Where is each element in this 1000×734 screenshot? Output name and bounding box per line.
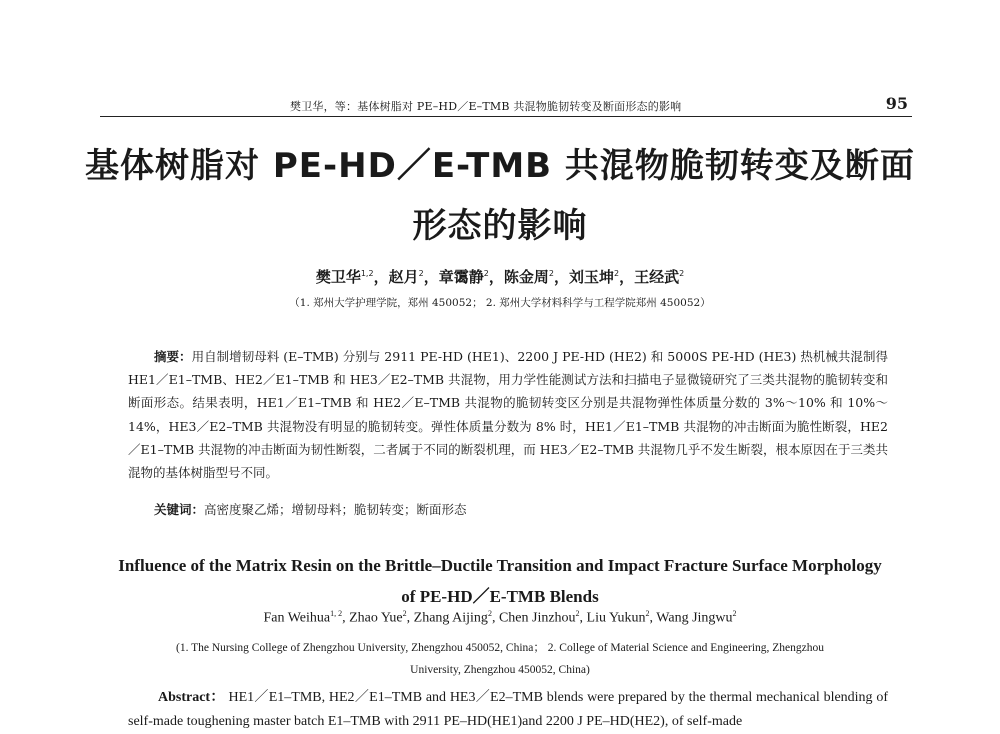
author-en-name: Fan Weihua [263, 610, 331, 626]
author-en-separator: , [649, 610, 657, 626]
author-en-separator: , [406, 610, 414, 626]
author-en-affil-marker: 2 [402, 609, 407, 618]
affiliation-en [110, 637, 890, 681]
abstract-cn-label: 摘要： [154, 349, 192, 364]
author-en-name: Zhao Yue [349, 610, 403, 626]
running-head-text: 樊卫华，等：基体树脂对 PE–HD／E–TMB 共混物脆韧转变及断面形态的影响 [290, 100, 682, 113]
author-cn-affil-marker: 2 [613, 269, 620, 278]
title-en-line1: Influence of the Matrix Resin on the Brittle–Ductile Transition and Impact Fracture Surface Morphology [118, 556, 882, 575]
affiliation-en-line1: (1. The Nursing College of Zhengzhou University, Zhengzhou 450052, China； 2. College of Material Science and Engineering, Zhengzhou [176, 642, 824, 654]
author-en-affil-marker: 2 [645, 609, 650, 618]
author-en-name: Chen Jinzhou [498, 610, 576, 626]
affiliation-en-line2: University, Zhengzhou 450052, China) [410, 664, 590, 676]
title-en-line2: of PE-HD／E-TMB Blends [401, 587, 599, 606]
author-en-separator: , [579, 610, 587, 626]
keywords-cn-text: 高密度聚乙烯；增韧母料；脆韧转变；断面形态 [204, 502, 467, 517]
author-en-affil-marker: 1, 2 [330, 609, 343, 618]
author-cn-name: 章霭静 [438, 268, 484, 286]
abstract-en-text: HE1／E1–TMB, HE2／E1–TMB and HE3／E2–TMB blends were prepared by the thermal mechanical blending of self-made toughening master batch E1–TMB with 2911 PE–HD(HE1)and 2200 J PE–HD(HE2), of self-made [128, 690, 889, 729]
author-cn-affil-marker: 1,2 [360, 269, 374, 278]
abstract-cn [128, 345, 888, 484]
abstract-cn-text: 用自制增韧母料 (E–TMB) 分别与 2911 PE-HD (HE1)、2200 J PE-HD (HE2) 和 5000S PE-HD (HE3) 热机械共混制得 HE1／E1–TMB、HE2／E1–TMB 和 HE3／E2–TMB 共混物，用力学性能测试方法和扫描电子显微镜研究了三类共混物的脆韧转变和断面形态。结果表明，HE1／E1–TMB 和 HE2／E–TMB 共混物的脆韧转变区分别是共混物弹性体质量分数的 3%～10% 和 10%～14%，HE3／E2–TMB 共混物没有明显的脆韧转变。弹性体质量分数为 8% 时，HE1／E1–TMB 共混物的冲击断面为脆性断裂，HE2／E1–TMB 共混物的冲击断面为韧性断裂，二者属于不同的断裂机理，而 HE3／E2–TMB 共混物几乎不发生断裂，根本原因在于三类共混物的基体树脂型号不同。 [128, 349, 888, 481]
title-cn-line1: 基体树脂对 PE-HD／E-TMB 共混物脆韧转变及断面 [85, 146, 915, 186]
author-en-name: Zhang Aijing [413, 610, 488, 626]
author-cn-name: 陈金周 [503, 268, 549, 286]
author-cn-affil-marker: 2 [679, 269, 685, 278]
authors-cn [200, 266, 800, 287]
keywords-cn-label: 关键词： [154, 502, 205, 517]
authors-en [150, 609, 850, 627]
author-cn-affil-marker: 2 [483, 269, 489, 278]
author-cn-name: 赵月 [388, 268, 419, 286]
author-cn-name: 樊卫华 [315, 268, 361, 286]
author-en-affil-marker: 2 [575, 609, 580, 618]
author-en-separator: , [342, 610, 350, 626]
page-number: 95 [885, 94, 908, 113]
title-cn-line2: 形态的影响 [412, 206, 588, 246]
author-en-name: Liu Yukun [586, 610, 646, 626]
author-cn-separator: ， [488, 268, 504, 286]
author-en-name: Wang Jingwu [656, 610, 733, 626]
keywords-cn [154, 500, 467, 518]
author-cn-name: 王经武 [634, 268, 680, 286]
author-en-separator: , [491, 610, 499, 626]
author-cn-separator: ， [373, 268, 389, 286]
abstract-en [128, 686, 888, 734]
author-cn-separator: ， [423, 268, 439, 286]
author-cn-name: 刘玉坤 [568, 268, 614, 286]
author-cn-separator: ， [619, 268, 635, 286]
affiliation-cn: （1. 郑州大学护理学院，郑州 450052； 2. 郑州大学材料科学与工程学院郑州 450052） [289, 297, 711, 309]
author-en-affil-marker: 2 [487, 609, 492, 618]
running-head [100, 96, 912, 117]
author-cn-affil-marker: 2 [548, 269, 554, 278]
abstract-en-label: Abstract： [158, 690, 225, 705]
author-cn-separator: ， [553, 268, 569, 286]
author-en-affil-marker: 2 [732, 609, 737, 618]
author-cn-affil-marker: 2 [418, 269, 424, 278]
